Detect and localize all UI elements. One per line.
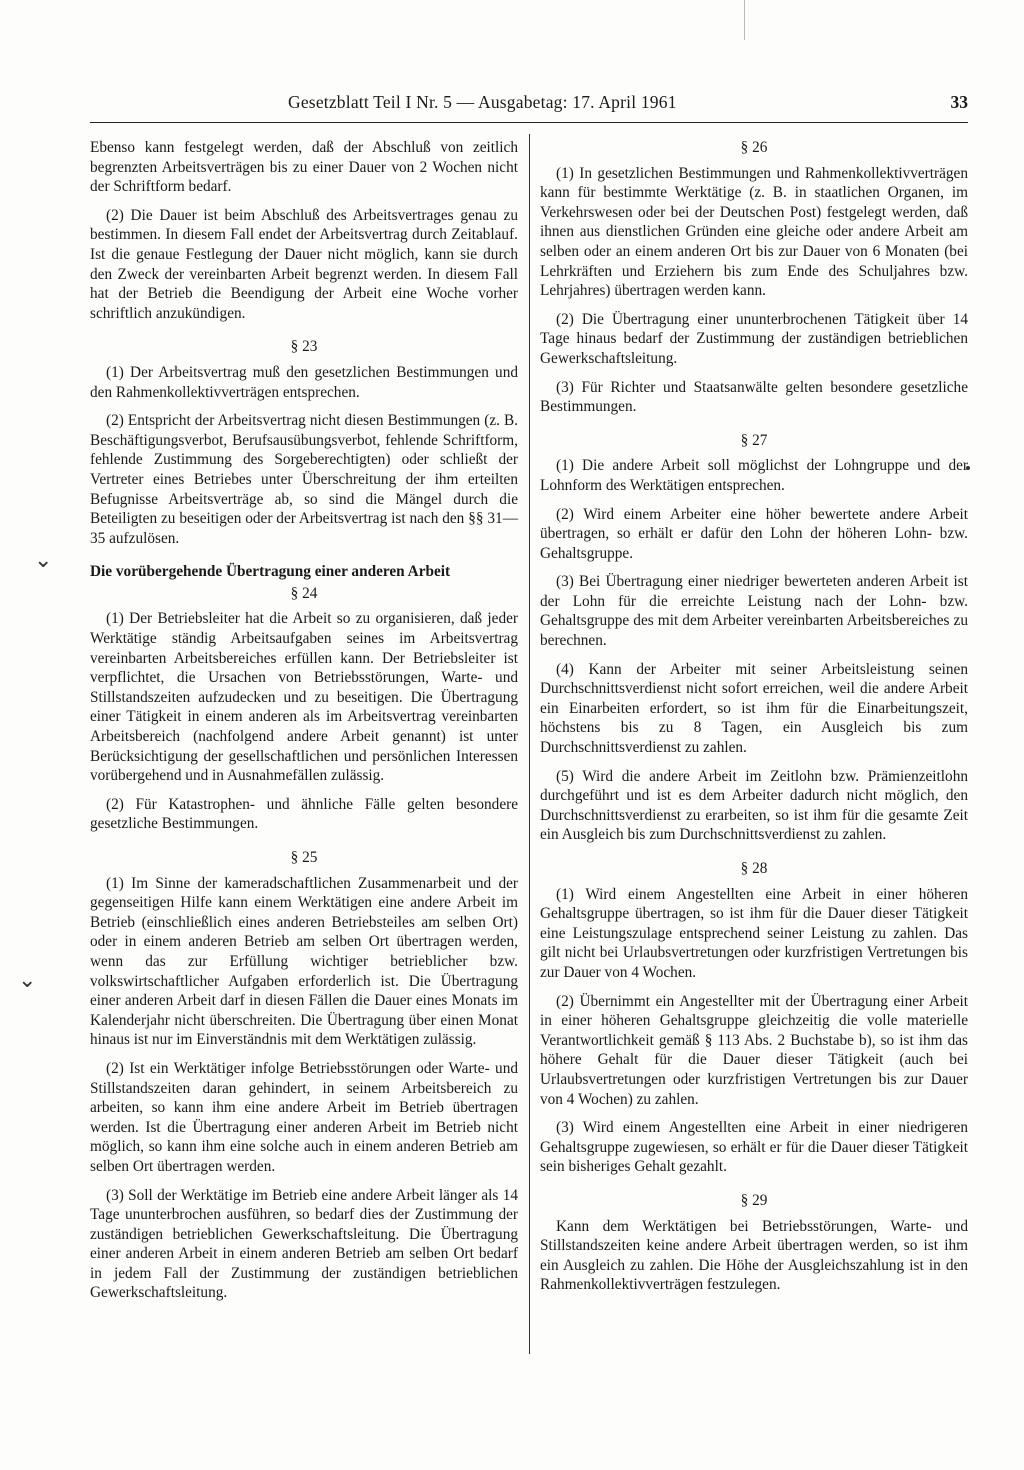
paragraph: Ebenso kann festgelegt werden, daß der Abschluß von zeitlich begrenzten Arbeitsverträgen bis zu einer Dauer von 2 Wochen nicht der Schriftform bedarf.: [90, 139, 518, 196]
page-number: 33: [950, 92, 968, 112]
section-title: § 26: [740, 139, 768, 156]
column-divider: [529, 134, 530, 1354]
page-header: [90, 92, 968, 123]
paragraph: Kann dem Werktätigen bei Betriebsstörungen, Warte- und Stillstandszeiten keine andere Arbeit übertragen werden, so ist ihm ein Ausgleich zu zahlen. Die Höhe der Ausgleichszahlung ist in den Rahmenkollektivverträgen festzulegen.: [540, 1217, 968, 1294]
paragraph: (2) Ist ein Werktätiger infolge Betriebsstörungen oder Warte- und Stillstandszeiten daran gehindert, in seinem Arbeitsbereich zu arbeiten, so kann ihm eine andere Arbeit im Betrieb übertragen werden. Ist die Übertragung einer anderen Arbeit im Betrieb nicht möglich, so kann ihm eine solche auch in einem anderen Betrieb am selben Ort übertragen werden.: [90, 1059, 518, 1175]
paragraph: (4) Kann der Arbeiter mit seiner Arbeitsleistung seinen Durchschnittsverdienst nicht sofort erreichen, weil die andere Arbeit ein Einarbeiten erfordert, so ist ihm für die Einarbeitungszeit, höchstens bis zu 8 Tagen, ein Ausgleich bis zum Durchschnittsverdienst zu zahlen.: [540, 660, 968, 757]
paragraph: (1) Die andere Arbeit soll möglichst der Lohngruppe und der Lohnform des Werktätigen entsprechen.: [540, 457, 968, 494]
section-title: § 29: [740, 1191, 768, 1209]
header-title: Gesetzblatt Teil I Nr. 5 — Ausgabetag: 17. April 1961: [288, 92, 677, 112]
section-title: § 23: [290, 338, 318, 356]
paragraph: (1) Im Sinne der kameradschaftlichen Zusammenarbeit und der gegenseitigen Hilfe kann einem Werktätigen eine andere Arbeit im Betrieb (einschließlich eines anderen Betriebsteiles am selben Ort) oder in einem anderen Betrieb am selben Ort übertragen werden, wenn das zur Erfüllung wichtiger betrieblicher bzw. volkswirtschaftlicher Aufgaben erforderlich ist. Die Übertragung einer anderen Arbeit darf in diesen Fällen die Dauer eines Monats im Kalenderjahr nicht überschreiten. Die Übertragung über einen Monat hinaus ist nur im Einverständnis mit dem Werktätigen zulässig.: [90, 874, 518, 1049]
paragraph: (1) Der Betriebsleiter hat die Arbeit so zu organisieren, daß jeder Werktätige ständig Arbeitsaufgaben seines im Arbeitsvertrag vereinbarten Arbeitsbereiches erfüllen kann. Der Betriebsleiter ist verpflichtet, die Ursachen von Betriebsstörungen, Warte- und Stillstandszeiten aufzudecken und zu beseitigen. Die Übertragung einer Tätigkeit in einem anderen als im Arbeitsvertrag vereinbarten Arbeitsbereich (nachfolgend andere Arbeit genannt) ist unter Berücksichtigung der gesellschaftlichen und persönlichen Interessen vorübergehend und in Ausnahmefällen zulässig.: [90, 610, 518, 785]
paragraph: (2) Für Katastrophen- und ähnliche Fälle gelten besondere gesetzliche Bestimmungen.: [90, 795, 518, 833]
paragraph: (3) Soll der Werktätige im Betrieb eine andere Arbeit länger als 14 Tage ununterbrochen ausführen, so bedarf dies der Zustimmung der zuständigen betrieblichen Gewerkschaftsleitung. Die Übertragung einer anderen Arbeit in einem anderen Betrieb am selben Ort bedarf in jedem Fall der Zustimmung der zuständigen betrieblichen Gewerkschaftsleitung.: [90, 1186, 518, 1302]
paragraph: (2) Übernimmt ein Angestellter mit der Übertragung einer Arbeit in einer höheren Gehaltsgruppe gleichzeitig die volle materielle Verantwortlichkeit gemäß § 113 Abs. 2 Buchstabe b), so ist ihm das höhere Gehalt für die Dauer dieser Tätigkeit (auch bei Urlaubsvertretungen oder kurzfristigen Vertretungen bis zur Dauer von 4 Wochen) zu zahlen.: [540, 992, 968, 1108]
paragraph: (2) Die Dauer ist beim Abschluß des Arbeitsvertrages genau zu bestimmen. In diesem Fall endet der Arbeitsvertrag durch Zeitablauf. Ist die genaue Festlegung der Dauer nicht möglich, kann sie durch den Zweck der vereinbarten Arbeit begrenzt werden. In diesem Fall hat der Betrieb die Beendigung der Arbeit eine Woche vorher schriftlich anzukündigen.: [90, 206, 518, 322]
paragraph: (2) Entspricht der Arbeitsvertrag nicht diesen Bestimmungen (z. B. Beschäftigungsverbot, Berufsausübungsverbot, fehlende Schriftform, fehlende Zustimmung des Sorgeberechtigten) oder schließt der Vertreter eines Betriebes unter Überschreitung der ihm erteilten Befugnisse Arbeitsverträge ab, so sind die Mängel durch die Beteiligten zu beseitigen oder der Arbeitsvertrag ist nach den §§ 31—35 aufzulösen.: [90, 412, 518, 547]
paragraph: (3) Für Richter und Staatsanwälte gelten besondere gesetzliche Bestimmungen.: [540, 378, 968, 416]
section-title: § 27: [740, 431, 768, 449]
scan-edge-line: [744, 0, 745, 40]
left-column: [90, 138, 518, 1312]
paragraph: (3) Wird einem Angestellten eine Arbeit in einer niedrigeren Gehaltsgruppe zugewiesen, so erhält er für die Dauer dieser Tätigkeit sein bisheriges Gehalt gezahlt.: [540, 1119, 968, 1176]
paragraph: (5) Wird die andere Arbeit im Zeitlohn bzw. Prämienzeitlohn durchgeführt und ist es dem Arbeiter dadurch nicht möglich, den Durchschnittsverdienst zu erarbeiten, so ist ihm für die gesamte Zeit ein Ausgleich bis zum Durchschnittsverdienst zu zahlen.: [540, 767, 968, 844]
section-title: § 28: [740, 860, 768, 877]
right-column: [540, 138, 968, 1304]
paragraph: (3) Bei Übertragung einer niedriger bewerteten anderen Arbeit ist der Lohn für die erreichte Leistung nach der Lohn- bzw. Gehaltsgruppe des mit dem Arbeiter vereinbarten Arbeitsbereiches zu berechnen.: [540, 573, 968, 650]
margin-checkmark: ⌄: [18, 968, 37, 993]
margin-checkmark: ⌄: [34, 548, 53, 573]
paragraph: (1) Der Arbeitsvertrag muß den gesetzlichen Bestimmungen und den Rahmenkollektivverträgen entsprechen.: [90, 363, 518, 401]
paragraph: (2) Die Übertragung einer ununterbrochenen Tätigkeit über 14 Tage hinaus bedarf der Zustimmung der zuständigen betrieblichen Gewerkschaftsleitung.: [540, 310, 968, 367]
section-title: § 25: [290, 849, 318, 866]
chapter-subheading: Die vorübergehende Übertragung einer anderen Arbeit: [90, 563, 451, 581]
paragraph: (1) Wird einem Angestellten eine Arbeit in einer höheren Gehaltsgruppe übertragen, so ist ihm für die Dauer dieser Tätigkeit eine Leistungszulage entsprechend seiner Leistung zu zahlen. Das gilt nicht bei Urlaubsvertretungen oder kurzfristigen Vertretungen bis zur Dauer von 4 Wochen.: [540, 885, 968, 981]
paragraph: (2) Wird einem Arbeiter eine höher bewertete andere Arbeit übertragen, so erhält er dafür den Lohn der höheren Lohn- bzw. Gehaltsgruppe.: [540, 505, 968, 562]
paragraph: (1) In gesetzlichen Bestimmungen und Rahmenkollektivverträgen kann für bestimmte Werktätige (z. B. in staatlichen Organen, im Verkehrswesen oder bei der Deutschen Post) festgelegt werden, daß ihnen aus dienstlichen Gründen eine gleiche oder andere Arbeit am selben oder an einem anderen Ort bis zur Dauer von 6 Monaten (bei Lehrkräften und Erziehern bis zum Ende des Schuljahres bzw. Lehrjahres) übertragen werden kann.: [540, 164, 968, 300]
section-title: § 24: [290, 584, 318, 602]
